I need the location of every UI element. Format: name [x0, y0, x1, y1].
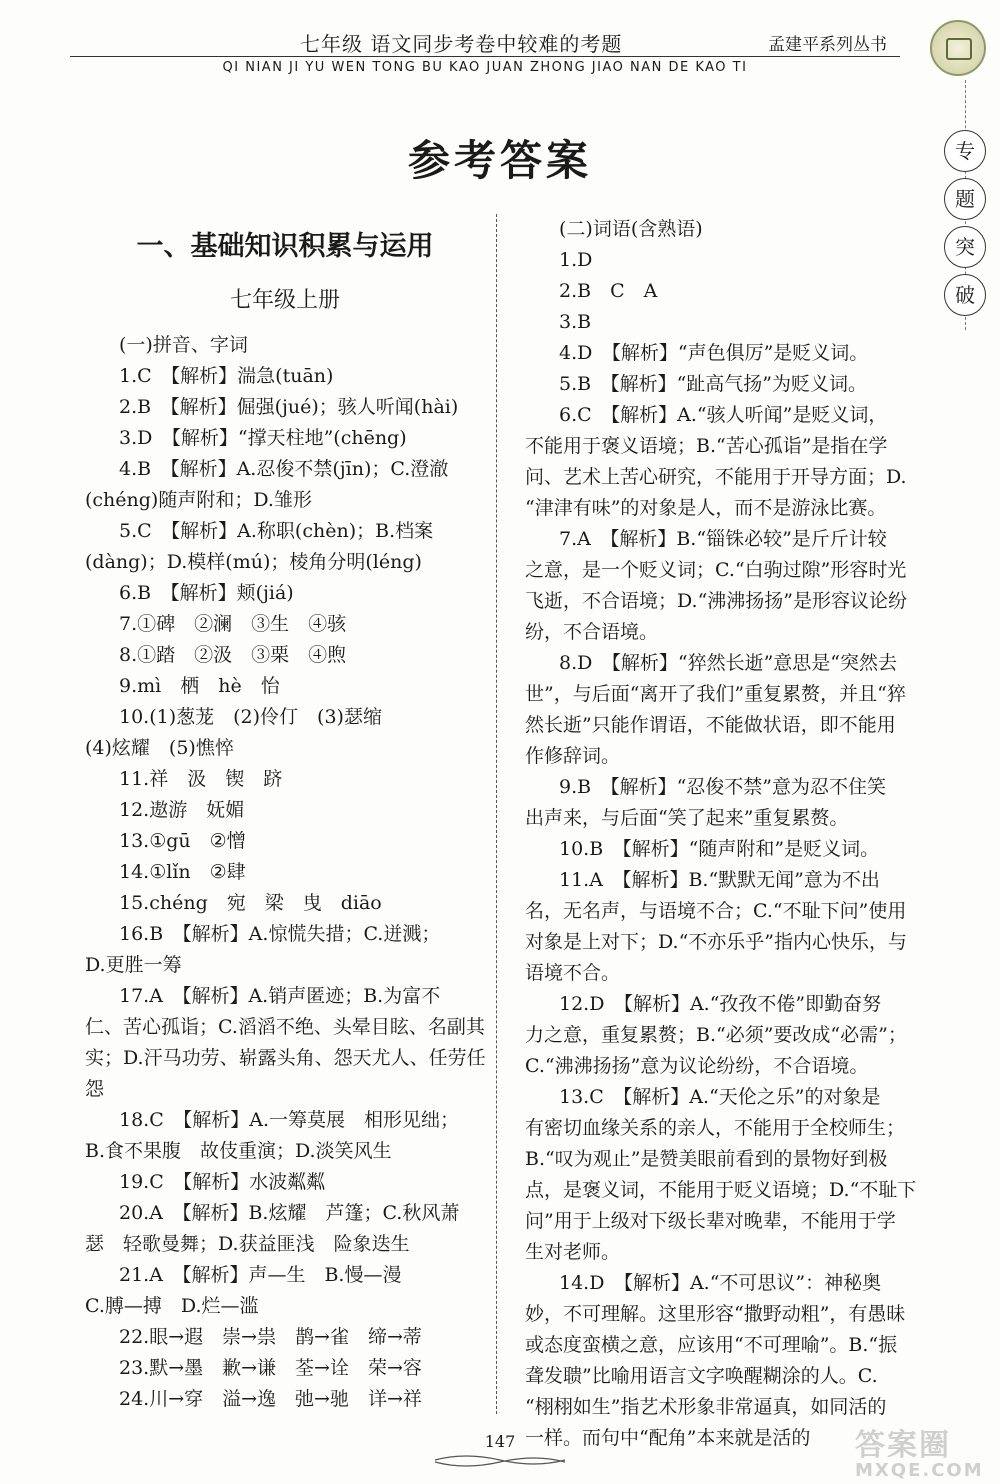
- page-ornament: [430, 1450, 570, 1470]
- answer-line: 10.B 【解析】“随声附和”是贬义词。: [559, 838, 880, 860]
- answer-line: 12.D 【解析】A.“孜孜不倦”即勤奋努: [559, 993, 882, 1015]
- answer-line: 一样。而句中“配角”本来就是活的: [525, 1427, 811, 1449]
- answer-line: 语境不合。: [525, 962, 621, 984]
- answer-line: 16.B 【解析】A.惊慌失措；C.迸溅；: [119, 923, 441, 945]
- answer-line: 名，无名声，与语境不合；C.“不耻下问”使用: [525, 900, 907, 922]
- watermark-logo: [855, 1420, 995, 1480]
- answer-line: 7.A 【解析】B.“锱铢必较”是斤斤计较: [559, 528, 887, 550]
- answer-line: 不能用于褒义语境；B.“苦心孤诣”是指在学: [525, 435, 888, 457]
- answer-line: 5.B 【解析】“趾高气扬”为贬义词。: [559, 373, 868, 395]
- answer-line: 纷，不合语境。: [525, 621, 659, 643]
- subsection-title: 七年级上册: [229, 288, 340, 313]
- answer-line: B.食不果腹 故伎重演；D.淡笑风生: [85, 1140, 392, 1162]
- answer-line: 1.C 【解析】湍急(tuān): [119, 365, 334, 387]
- answer-line: D.更胜一筹: [85, 954, 182, 976]
- answer-line: 对象是上对下；D.“不亦乐乎”指内心快乐，与: [525, 931, 908, 953]
- answer-line: 问、艺术上苦心研究，不能用于开导方面；D.: [525, 466, 907, 488]
- answer-line: 世”，与后面“离开了我们”重复累赘，并且“猝: [525, 683, 906, 705]
- answer-line: 2.B C A: [559, 280, 658, 302]
- answer-line: (二)词语(含熟语): [559, 218, 703, 240]
- answer-line: 生对老师。: [525, 1241, 621, 1263]
- answer-line: 之意，是一个贬义词；C.“白驹过隙”形容时光: [525, 559, 907, 581]
- answer-line: 3.B: [559, 311, 592, 333]
- answer-line: 瑟 轻歌曼舞；D.获益匪浅 险象迭生: [85, 1233, 410, 1255]
- answer-line: 9.mì 栖 hè 怡: [119, 675, 280, 697]
- answer-line: 7.①碑 ②澜 ③生 ④骇: [119, 613, 347, 635]
- answer-line: 8.①踏 ②汲 ③栗 ④煦: [119, 644, 347, 666]
- answer-line: 11.A 【解析】B.“默默无闻”意为不出: [559, 869, 880, 891]
- side-tab-3: 突: [944, 226, 986, 268]
- answer-line: 11.祥 汲 锲 跻: [119, 768, 283, 790]
- answer-line: 问”用于上级对下级长辈对晚辈，不能用于学: [525, 1210, 896, 1232]
- header-series: 孟建平系列丛书: [768, 35, 887, 55]
- watermark-line-2: MXQE.COM: [855, 1460, 984, 1481]
- page-number: 147: [484, 1432, 516, 1451]
- answer-line: 13.①gū ②憎: [119, 830, 246, 852]
- answer-line: 6.C 【解析】A.“骇人听闻”是贬义词，: [559, 404, 888, 426]
- answer-line: 12.遨游 妩媚: [119, 799, 245, 821]
- answer-line: 14.D 【解析】A.“不可思议”：神秘奥: [559, 1272, 882, 1294]
- answer-line: 作修辞词。: [525, 745, 621, 767]
- answer-line: 聋发聩”比喻用语言文字唤醒糊涂的人。C.: [525, 1365, 878, 1387]
- answer-line: 实；D.汗马功劳、崭露头角、怨天尤人、任劳任: [85, 1047, 486, 1069]
- column-divider: [496, 214, 497, 1414]
- answer-line: 然长逝”只能作谓语，不能做状语，即不能用: [525, 714, 896, 736]
- answer-line: “津津有味”的对象是人，而不是游泳比赛。: [525, 497, 887, 519]
- answer-line: 力之意，重复累赘；B.“必须”要改成“必需”；: [525, 1024, 907, 1046]
- right-column: [525, 214, 925, 1454]
- answer-line: 飞逝，不合语境；D.“沸沸扬扬”是形容议论纷: [525, 590, 908, 612]
- answer-line: 23.默→墨 歉→谦 荃→诠 荣→容: [119, 1357, 422, 1379]
- page-title: 参考答案: [407, 136, 592, 185]
- answer-line: 4.D 【解析】“声色俱厉”是贬义词。: [559, 342, 869, 364]
- answer-line: “栩栩如生”指艺术形象非常逼真，如同活的: [525, 1396, 887, 1418]
- answer-line: 15.chéng 宛 梁 曳 diāo: [119, 892, 382, 914]
- answer-line: 1.D: [559, 249, 593, 271]
- answer-line: B.“叹为观止”是赞美眼前看到的景物好到极: [525, 1148, 888, 1170]
- answer-line: (4)炫耀 (5)憔悴: [85, 737, 234, 759]
- left-answer-list: [85, 330, 485, 1415]
- header-title: 七年级 语文同步考卷中较难的考题: [300, 32, 623, 56]
- answer-line: 有密切血缘关系的亲人，不能用于全校师生；: [525, 1117, 906, 1139]
- answer-line: 2.B 【解析】倔强(jué)；骇人听闻(hài): [119, 396, 459, 418]
- side-tab-1: 专: [944, 130, 986, 172]
- answer-line: C.膊—搏 D.烂—滥: [85, 1295, 259, 1317]
- answer-line: 18.C 【解析】A.一筹莫展 相形见绌；: [119, 1109, 460, 1131]
- answer-line: 13.C 【解析】A.“天伦之乐”的对象是: [559, 1086, 881, 1108]
- answer-line: 20.A 【解析】B.炫耀 芦篷；C.秋风萧: [119, 1202, 460, 1224]
- section-title: 一、基础知识积累与运用: [136, 231, 434, 262]
- answer-line: (dàng)；D.模样(mú)；棱角分明(léng): [85, 551, 422, 573]
- answer-line: 9.B 【解析】“忍俊不禁”意为忍不住笑: [559, 776, 887, 798]
- header-pinyin: QI NIAN JI YU WEN TONG BU KAO JUAN ZHONG JIAO NAN DE KAO TI: [222, 60, 748, 75]
- watermark-line-1: 答案圈: [855, 1428, 951, 1463]
- header-rule: [70, 56, 900, 57]
- answer-line: 怨: [85, 1078, 105, 1100]
- answer-line: 点，是褒义词，不能用于贬义语境；D.“不耻下: [525, 1179, 917, 1201]
- answer-line: 5.C 【解析】A.称职(chèn)；B.档案: [119, 520, 434, 542]
- answer-line: 6.B 【解析】颊(jiá): [119, 582, 294, 604]
- series-seal-logo: [930, 20, 986, 76]
- answer-line: 10.(1)葱茏 (2)伶仃 (3)瑟缩: [119, 706, 382, 728]
- side-tab-4: 破: [944, 274, 986, 316]
- answer-line: 24.川→穿 溢→逸 弛→驰 详→祥: [119, 1388, 422, 1410]
- answer-line: 19.C 【解析】水波粼粼: [119, 1171, 326, 1193]
- answer-line: 仁、苦心孤诣；C.滔滔不绝、头晕目眩、名副其: [85, 1016, 485, 1038]
- answer-line: 17.A 【解析】A.销声匿迹；B.为富不: [119, 985, 441, 1007]
- answer-line: (chéng)随声附和；D.雏形: [85, 489, 312, 511]
- answer-line: 8.D 【解析】“猝然长逝”意思是“突然去: [559, 652, 898, 674]
- answer-line: 14.①lǐn ②肆: [119, 861, 246, 883]
- answer-line: 出声来，与后面“笑了起来”重复累赘。: [525, 807, 849, 829]
- answer-line: 3.D 【解析】“撑天柱地”(chēng): [119, 427, 407, 449]
- answer-line: 妙，不可理解。这里形容“撒野动粗”，有愚昧: [525, 1303, 906, 1325]
- answer-line: 21.A 【解析】声—生 B.慢—漫: [119, 1264, 402, 1286]
- left-column: [85, 214, 485, 1415]
- answer-line: C.“沸沸扬扬”意为议论纷纷，不合语境。: [525, 1055, 869, 1077]
- answer-line: (一)拼音、字词: [119, 334, 248, 356]
- answer-line: 22.眼→遐 崇→祟 鹊→雀 缔→蒂: [119, 1326, 422, 1348]
- answer-line: 或态度蛮横之意，应该用“不可理喻”。B.“振: [525, 1334, 898, 1356]
- right-answer-list: [525, 214, 925, 1454]
- answer-line: 4.B 【解析】A.忍俊不禁(jīn)；C.澄澈: [119, 458, 449, 480]
- side-tab-2: 题: [944, 178, 986, 220]
